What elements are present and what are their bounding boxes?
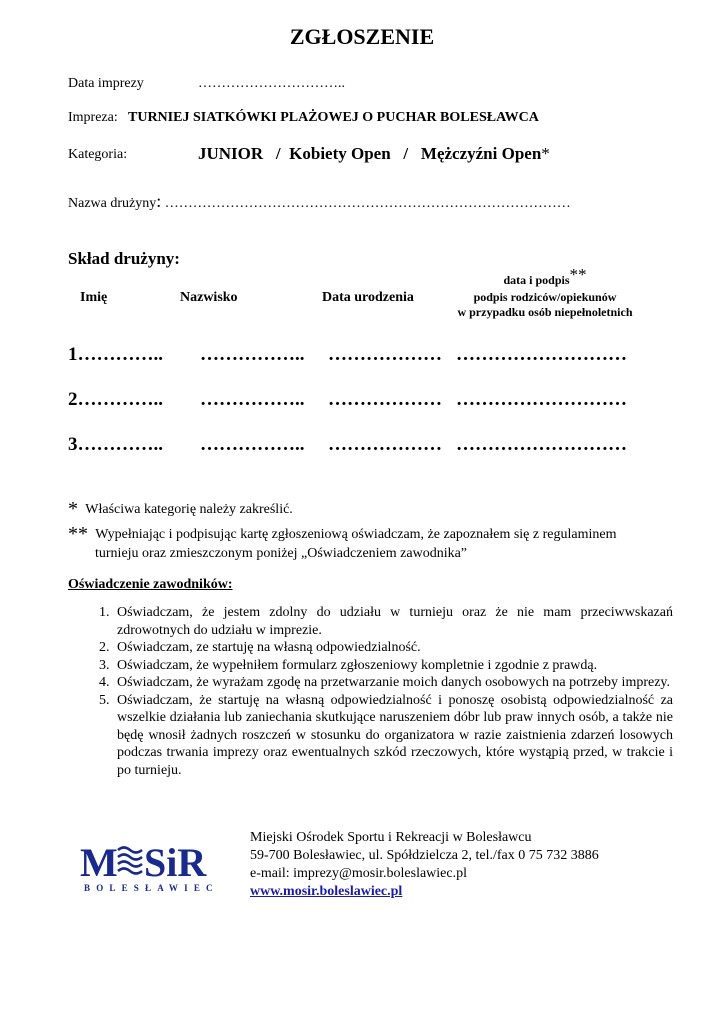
date-field[interactable]: ………………………….. <box>198 76 345 91</box>
mosir-logo <box>80 836 228 896</box>
list-item: 5. Oświadczam, że startuję na własną odpowiedzialność i ponoszę osobistą odpowiedzialność za wszelkie działania lub zaniechania skutkujące naruszeniem dóbr lub praw innych osób, a także nie będę wnosił żadnych roszczeń w stosunku do organizatora w razie zaistnienia zdarzeń losowych podczas trwania imprezy oraz ewentualnych szkód rzeczowych, które wystąpią przed, w trakcie i po turnieju. <box>113 692 673 780</box>
event-name: TURNIEJ SIATKÓWKI PLAŻOWEJ O PUCHAR BOLESŁAWCA <box>128 110 539 125</box>
col-signature-line1: data i podpis** <box>503 265 587 287</box>
col-signature-mark: ** <box>569 265 587 284</box>
note-2-text-line1: Wypełniając i podpisując kartę zgłoszeniową oświadczam, że zapoznałem się z regulaminem <box>95 527 617 542</box>
org-website-link[interactable]: www.mosir.boleslawiec.pl <box>250 884 403 899</box>
roster-heading: Skład drużyny: <box>68 249 180 268</box>
col-signature-line3: w przypadku osób niepełnoletnich <box>457 305 633 319</box>
player-3-birth-date[interactable]: ……………… <box>328 434 442 455</box>
player-1-signature[interactable]: ……………………… <box>456 344 627 365</box>
org-email[interactable]: e-mail: imprezy@mosir.boleslawiec.pl <box>250 866 467 881</box>
list-item: 3. Oświadczam, że wypełniłem formularz zgłoszeniowy kompletnie i zgodnie z prawdą. <box>113 657 673 675</box>
note-1-mark: * <box>68 498 78 520</box>
org-name: Miejski Ośrodek Sportu i Rekreacji w Bolesławcu <box>250 830 532 845</box>
note-2 <box>68 525 616 544</box>
mosir-logo-graphic <box>80 836 228 896</box>
date-label: Data imprezy <box>68 76 144 91</box>
team-name-row <box>68 191 571 212</box>
category-options-text: JUNIOR / Kobiety Open / Mężczyźni Open <box>198 144 542 163</box>
col-birth-date: Data urodzenia <box>322 290 414 305</box>
list-item: 4. Oświadczam, że wyrażam zgodę na przetwarzanie moich danych osobowych na potrzeby imprezy. <box>113 674 673 692</box>
note-2-text-line2: turnieju oraz zmieszczonym poniżej „Oświadczeniem zawodnika” <box>95 546 468 561</box>
col-first-name: Imię <box>80 290 108 305</box>
player-1-first-name[interactable]: 1………….. <box>68 344 163 365</box>
event-label: Impreza: <box>68 110 118 125</box>
player-1-last-name[interactable]: …………….. <box>200 344 305 365</box>
list-item: 2. Oświadczam, ze startuję na własną odpowiedzialność. <box>113 639 673 657</box>
logo-letter-m: M <box>80 840 118 885</box>
player-2-birth-date[interactable]: ……………… <box>328 389 442 410</box>
logo-wave-icon <box>118 848 142 874</box>
player-2-signature[interactable]: ……………………… <box>456 389 627 410</box>
player-2-first-name[interactable]: 2………….. <box>68 389 163 410</box>
team-name-colon: : <box>156 191 162 211</box>
category-asterisk: * <box>541 144 550 163</box>
note-1 <box>68 500 293 519</box>
col-signature-line2: podpis rodziców/opiekunów <box>473 290 617 304</box>
player-2-last-name[interactable]: …………….. <box>200 389 305 410</box>
player-3-last-name[interactable]: …………….. <box>200 434 305 455</box>
logo-subtext: BOLESŁAWIEC <box>84 883 219 893</box>
page-title: ZGŁOSZENIE <box>289 24 435 49</box>
player-3-signature[interactable]: ……………………… <box>456 434 627 455</box>
org-address: 59-700 Bolesławiec, ul. Spółdzielcza 2, tel./fax 0 75 732 3886 <box>250 848 599 863</box>
col-last-name: Nazwisko <box>180 290 238 305</box>
team-name-label: Nazwa drużyny <box>68 196 157 211</box>
list-item: 1. Oświadczam, że jestem zdolny do udziału w turnieju oraz że nie mam przeciwwskazań zdrowotnych do udziału w imprezie. <box>113 604 673 639</box>
team-name-field[interactable]: …………………………………………………………………………… <box>164 196 571 211</box>
declaration-heading: Oświadczenie zawodników: <box>68 577 233 592</box>
category-options[interactable] <box>198 144 550 164</box>
category-label: Kategoria: <box>68 147 128 162</box>
logo-letters-sir: SiR <box>144 840 207 885</box>
col-signature <box>445 267 645 320</box>
note-2-mark: ** <box>68 523 88 545</box>
player-3-first-name[interactable]: 3………….. <box>68 434 163 455</box>
player-1-birth-date[interactable]: ……………… <box>328 344 442 365</box>
note-1-text: Właściwa kategorię należy zakreślić. <box>85 502 293 517</box>
declaration-list <box>79 604 673 779</box>
